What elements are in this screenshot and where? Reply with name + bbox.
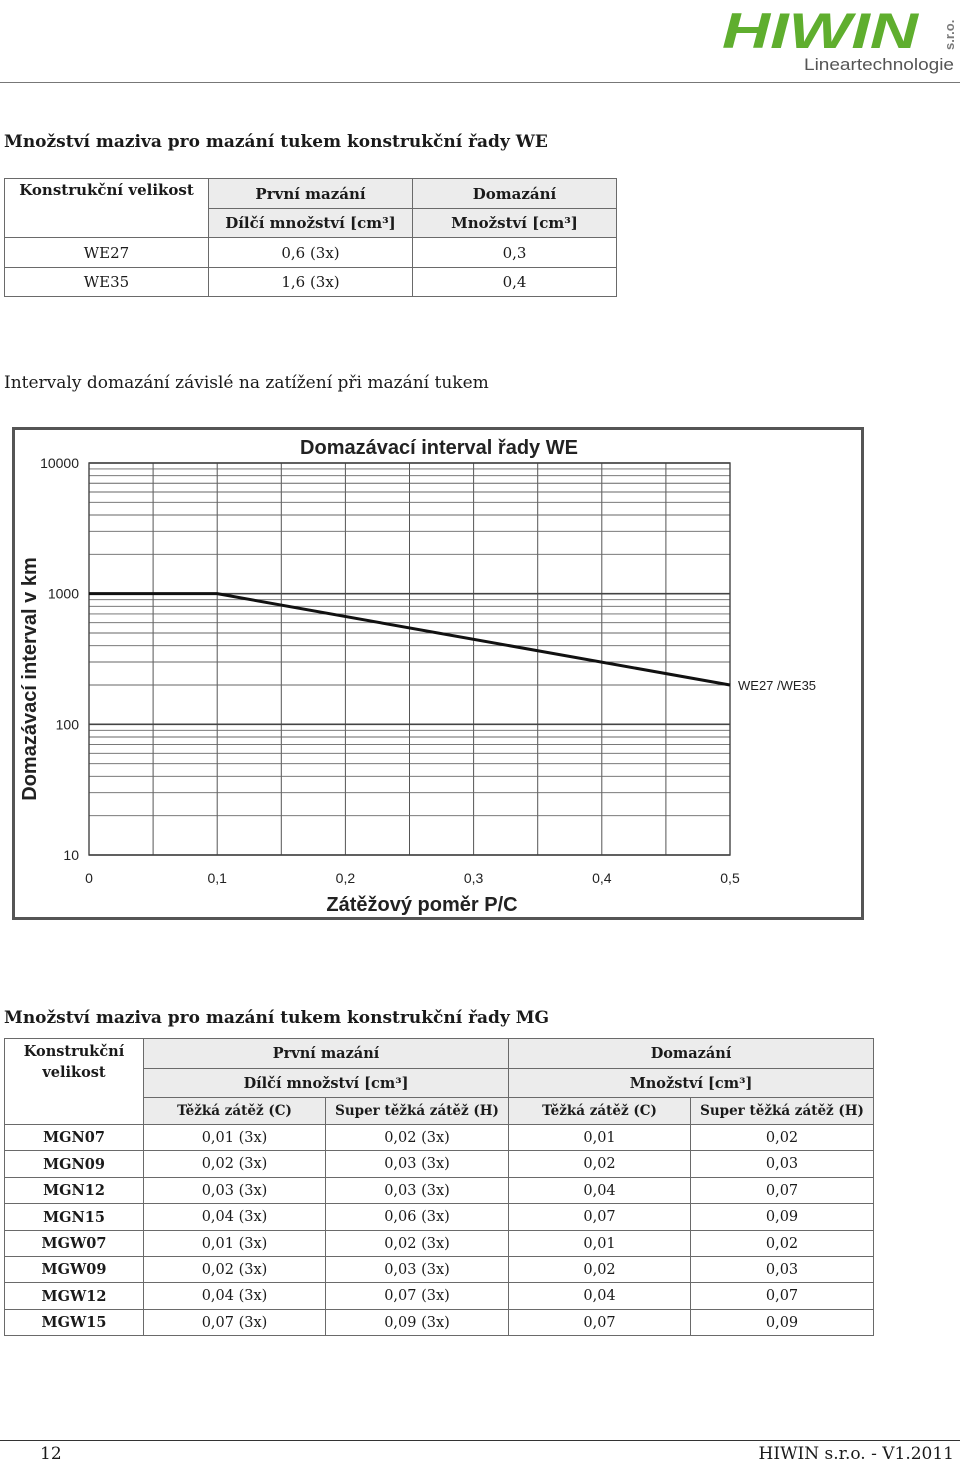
mg-cell: 0,04 (3x)	[144, 1283, 326, 1310]
mg-row-size: MGN15	[5, 1204, 144, 1231]
footer-rule	[0, 1440, 960, 1441]
mg-cell: 0,09	[691, 1204, 874, 1231]
we-lubricant-table	[4, 178, 617, 297]
we-header-first: První mazání	[209, 179, 413, 209]
table-row	[5, 1231, 874, 1257]
mg-row-size: MGW09	[5, 1257, 144, 1283]
x-tick-label: 0,5	[720, 870, 740, 886]
mg-cell: 0,01	[509, 1125, 691, 1151]
table-row	[5, 1151, 874, 1178]
mg-cell: 0,02	[691, 1125, 874, 1151]
mg-cell: 0,04	[509, 1178, 691, 1204]
mg-cell: 0,01 (3x)	[144, 1125, 326, 1151]
chart-title: Domazávací interval řady WE	[300, 437, 578, 459]
mg-cell: 0,02 (3x)	[326, 1125, 509, 1151]
mg-cell: 0,02	[691, 1231, 874, 1257]
table-row	[5, 1125, 874, 1151]
we-row-first: 1,6 (3x)	[209, 268, 413, 297]
mg-header-heavy: Těžká zátěž (C)	[144, 1098, 326, 1125]
mg-cell: 0,06 (3x)	[326, 1204, 509, 1231]
mg-cell: 0,04	[509, 1283, 691, 1310]
mg-cell: 0,03 (3x)	[326, 1257, 509, 1283]
we-header-relub-unit: Množství [cm³]	[413, 209, 617, 238]
mg-cell: 0,03 (3x)	[144, 1178, 326, 1204]
we-row-size: WE35	[5, 268, 209, 297]
mg-cell: 0,02 (3x)	[326, 1231, 509, 1257]
mg-cell: 0,03	[691, 1257, 874, 1283]
x-tick-label: 0,4	[592, 870, 612, 886]
we-row-size: WE27	[5, 238, 209, 268]
mg-cell: 0,02 (3x)	[144, 1151, 326, 1178]
mg-cell: 0,07	[691, 1283, 874, 1310]
mg-cell: 0,07 (3x)	[326, 1283, 509, 1310]
mg-cell: 0,09	[691, 1310, 874, 1336]
y-tick-label: 10	[63, 847, 79, 863]
mg-header-super-heavy: Super těžká zátěž (H)	[691, 1098, 874, 1125]
mg-cell: 0,04 (3x)	[144, 1204, 326, 1231]
mg-cell: 0,03 (3x)	[326, 1151, 509, 1178]
mg-cell: 0,07 (3x)	[144, 1310, 326, 1336]
mg-cell: 0,07	[691, 1178, 874, 1204]
mg-header-super-heavy: Super těžká zátěž (H)	[326, 1098, 509, 1125]
y-tick-label: 100	[55, 716, 79, 733]
x-tick-label: 0	[85, 870, 93, 886]
mg-cell: 0,02 (3x)	[144, 1257, 326, 1283]
we-header-size: Konstrukční velikost	[5, 179, 209, 238]
we-header-relub: Domazání	[413, 179, 617, 209]
mg-row-size: MGN12	[5, 1178, 144, 1204]
logo-brand: HIWIN	[722, 3, 920, 59]
chart-y-axis-label: Domazávací interval v km	[19, 557, 41, 801]
x-tick-label: 0,1	[207, 870, 227, 886]
mg-cell: 0,07	[509, 1310, 691, 1336]
we-header-first-unit: Dílčí množství [cm³]	[209, 209, 413, 238]
mg-cell: 0,01 (3x)	[144, 1231, 326, 1257]
mg-row-size: MGN09	[5, 1151, 144, 1178]
mg-row-size: MGN07	[5, 1125, 144, 1151]
mg-cell: 0,07	[509, 1204, 691, 1231]
table-row	[5, 1283, 874, 1310]
interval-section-title: Intervaly domazání závislé na zatížení při mazání tukem	[4, 373, 489, 393]
mg-header-relub-unit: Množství [cm³]	[509, 1069, 874, 1098]
mg-row-size: MGW12	[5, 1283, 144, 1310]
we-section-title: Množství maziva pro mazání tukem konstrukční řady WE	[4, 132, 548, 152]
header-rule	[0, 82, 960, 83]
chart-x-axis-label: Zátěžový poměr P/C	[326, 894, 518, 916]
table-row	[5, 1310, 874, 1336]
page-number: 12	[40, 1444, 62, 1464]
mg-header-first-unit: Dílčí množství [cm³]	[144, 1069, 509, 1098]
x-tick-label: 0,2	[335, 870, 356, 886]
table-row	[5, 238, 617, 268]
table-row	[5, 1257, 874, 1283]
mg-row-size: MGW07	[5, 1231, 144, 1257]
mg-row-size: MGW15	[5, 1310, 144, 1336]
table-row	[5, 268, 617, 297]
series-label: WE27 /WE35	[738, 677, 817, 693]
we-row-relub: 0,3	[413, 238, 617, 268]
mg-cell: 0,02	[509, 1151, 691, 1178]
hiwin-logo	[718, 2, 960, 78]
footer-text: HIWIN s.r.o. - V1.2011	[758, 1444, 954, 1464]
mg-header-relub: Domazání	[509, 1039, 874, 1069]
logo-suffix: s.r.o.	[942, 19, 957, 50]
relubrication-interval-chart	[12, 427, 864, 920]
mg-cell: 0,09 (3x)	[326, 1310, 509, 1336]
mg-header-size: Konstrukční velikost	[5, 1039, 144, 1125]
mg-header-heavy: Těžká zátěž (C)	[509, 1098, 691, 1125]
mg-cell: 0,03	[691, 1151, 874, 1178]
mg-lubricant-table	[4, 1038, 874, 1336]
logo-tagline: Lineartechnologie	[804, 55, 954, 74]
y-tick-label: 1000	[47, 585, 79, 602]
table-row	[5, 1178, 874, 1204]
mg-cell: 0,01	[509, 1231, 691, 1257]
x-tick-label: 0,3	[463, 870, 484, 886]
table-row	[5, 1204, 874, 1231]
mg-header-first: První mazání	[144, 1039, 509, 1069]
mg-cell: 0,02	[509, 1257, 691, 1283]
mg-cell: 0,03 (3x)	[326, 1178, 509, 1204]
we-row-first: 0,6 (3x)	[209, 238, 413, 268]
we-row-relub: 0,4	[413, 268, 617, 297]
y-tick-label: 10000	[40, 455, 79, 471]
chart-svg	[12, 427, 864, 920]
mg-section-title: Množství maziva pro mazání tukem konstrukční řady MG	[4, 1008, 550, 1028]
